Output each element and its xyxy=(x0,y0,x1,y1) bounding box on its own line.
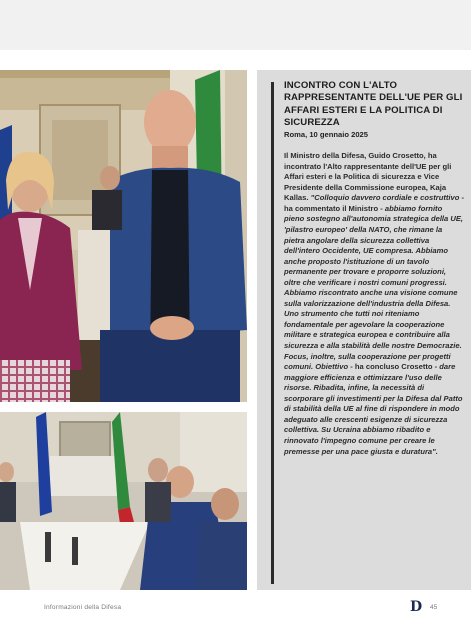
article-dateline: Roma, 10 gennaio 2025 xyxy=(284,130,368,140)
article-content xyxy=(284,80,464,457)
article-headline: INCONTRO CON L'ALTO RAPPRESENTANTE DELL'UE PER GLI AFFARI ESTERI E LA POLITICA DI SICUREZZA xyxy=(284,80,463,128)
quote-open: "Colloquio davvero cordiale e costruttivo xyxy=(310,193,460,203)
attribution-1: - ha commentato il Ministro - xyxy=(284,193,465,213)
quote-end: dare maggiore efficienza e ottimizzare l'uso delle risorse. Ribadita, infine, la necessità di scorporare gli investimenti per la Difesa dal Patto di stabilità della UE al fine di rispondere in modo adeguato alle crescenti esigenze di sicurezza collettiva. Su Ucraina abbiamo ribadito e rinnovato l'impegno comune per creare le premesse per una pace giusta e duratura". xyxy=(284,362,463,456)
article-panel xyxy=(257,70,471,590)
article-body xyxy=(284,151,464,457)
portrait-illustration xyxy=(0,70,247,402)
photo-portrait xyxy=(0,70,247,402)
publication-name: Informazioni della Difesa xyxy=(44,604,122,611)
body-intro: Il Ministro della Difesa, Guido Crosetto, ha incontrato l'Alto rappresentante dell'UE per gli Affari esteri e la Politica di sicurezza e Vice Presidente della Commissione europea, Kaja Kallas. xyxy=(284,151,452,203)
publication-logo: D xyxy=(410,599,423,615)
top-margin-band xyxy=(0,0,471,50)
photo-meeting xyxy=(0,412,247,590)
attribution-2: - ha concluso Crosetto - xyxy=(348,362,440,372)
page-number: 45 xyxy=(430,604,438,611)
meeting-illustration xyxy=(0,412,247,590)
accent-bar xyxy=(271,82,274,584)
quote-main: abbiamo fornito pieno sostegno all'autonomia strategica della UE, 'pilastro europeo' della NATO, che rimane la pietra angolare della sicurezza collettiva dell'intero Occidente, UE compresa. Abbiamo anche proposto l'istituzione di un tavolo permanente per trovare e proporre soluzioni, oltre che verificare i nostri comuni progressi. Abbiamo riscontrato anche una visione comune sulla valorizzazione dell'industria della Difesa. Uno strumento che tutti noi riteniamo fondamentale per agevolare la cooperazione militare e strategica europea e contribuire alla sicurezza e alla stabilità delle nostre Democrazie. Focus, inoltre, sulla cooperazione per progetti comuni. Obiettivo xyxy=(284,203,464,372)
